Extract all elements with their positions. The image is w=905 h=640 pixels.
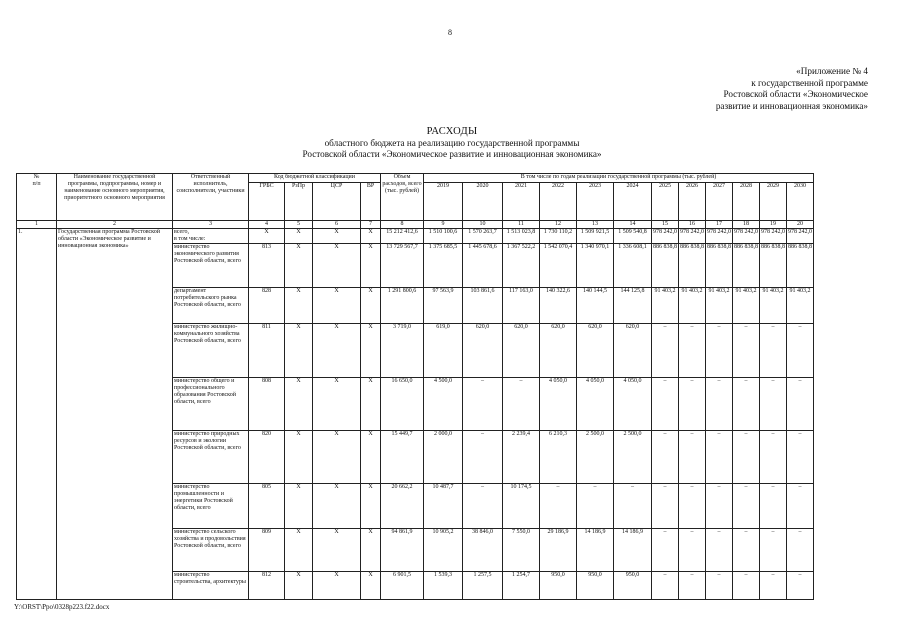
year-amount: – xyxy=(787,571,814,599)
column-number-cell: 18 xyxy=(733,221,760,229)
grbs-cell: 809 xyxy=(249,528,285,571)
year-amount: – xyxy=(760,323,787,377)
total-amount: 94 861,9 xyxy=(381,528,424,571)
year-amount: 1 336 608,1 xyxy=(614,243,652,287)
year-amount: – xyxy=(760,483,787,528)
column-number-cell: 14 xyxy=(614,221,652,229)
year-amount: – xyxy=(463,377,503,430)
year-amount: 950,0 xyxy=(540,571,577,599)
rzpr-cell: X xyxy=(285,243,313,287)
vr-cell: X xyxy=(361,528,381,571)
year-amount: 886 838,8 xyxy=(787,243,814,287)
year-amount: – xyxy=(463,483,503,528)
vr-cell: X xyxy=(361,287,381,323)
total-amount: 13 729 567,7 xyxy=(381,243,424,287)
year-amount: – xyxy=(787,430,814,483)
vr-cell: X xyxy=(361,483,381,528)
program-name: Государственная программа Ростовской области «Экономическое развитие и инновационная экономика» xyxy=(57,229,173,600)
year-amount: 117 163,0 xyxy=(503,287,540,323)
year-amount: 14 186,9 xyxy=(577,528,614,571)
responsible-executor: министерство строительства, архитектуры xyxy=(173,571,249,599)
year-amount: 10 487,7 xyxy=(424,483,463,528)
year-amount: 886 838,8 xyxy=(733,243,760,287)
appendix-header xyxy=(650,66,868,112)
year-amount: 950,0 xyxy=(614,571,652,599)
year-amount: – xyxy=(733,323,760,377)
year-amount: 4 500,0 xyxy=(424,377,463,430)
year-amount: 620,0 xyxy=(503,323,540,377)
year-amount: 978 242,0 xyxy=(679,229,706,244)
grbs-cell: 808 xyxy=(249,377,285,430)
year-amount: – xyxy=(733,377,760,430)
total-amount: 3 719,0 xyxy=(381,323,424,377)
responsible-executor: министерство сельского хозяйства и продовольствия Ростовской области, всего xyxy=(173,528,249,571)
year-amount: – xyxy=(679,571,706,599)
grbs-cell: 805 xyxy=(249,483,285,528)
header-name: Наименование государственной программы, подпрограммы, номер и наименование основного мероприятия, приоритетного основного мероприятия xyxy=(57,174,173,221)
responsible-executor: департамент потребительского рынка Ростовской области, всего xyxy=(173,287,249,323)
year-amount: 91 403,2 xyxy=(733,287,760,323)
header-responsible: Ответственный исполнитель, соисполнители, участники xyxy=(173,174,249,221)
year-amount: 1 510 100,6 xyxy=(424,229,463,244)
year-amount: 620,0 xyxy=(614,323,652,377)
year-amount: 978 242,0 xyxy=(706,229,733,244)
year-amount: 2 000,0 xyxy=(424,430,463,483)
total-amount: 6 901,5 xyxy=(381,571,424,599)
year-amount: 140 322,6 xyxy=(540,287,577,323)
grbs-cell: 813 xyxy=(249,243,285,287)
year-amount: 1 513 023,8 xyxy=(503,229,540,244)
year-amount: 619,0 xyxy=(424,323,463,377)
year-amount: 886 838,8 xyxy=(706,243,733,287)
year-amount: 950,0 xyxy=(577,571,614,599)
year-amount: 620,0 xyxy=(577,323,614,377)
year-amount: – xyxy=(706,377,733,430)
header-num: № п/п xyxy=(17,174,57,221)
vr-cell: X xyxy=(361,243,381,287)
year-amount: 1 367 522,2 xyxy=(503,243,540,287)
year-amount: 1 542 070,4 xyxy=(540,243,577,287)
year-amount: – xyxy=(679,377,706,430)
year-amount: – xyxy=(787,528,814,571)
responsible-executor: министерство общего и профессионального образования Ростовской области, всего xyxy=(173,377,249,430)
year-amount: 1 445 678,6 xyxy=(463,243,503,287)
rzpr-cell: X xyxy=(285,483,313,528)
year-amount: 620,0 xyxy=(540,323,577,377)
responsible-executor: министерство жилищно-коммунального хозяйства Ростовской области, всего xyxy=(173,323,249,377)
column-number-cell: 13 xyxy=(577,221,614,229)
vr-cell: X xyxy=(361,430,381,483)
column-number-cell: 16 xyxy=(679,221,706,229)
year-amount: – xyxy=(706,430,733,483)
year-amount: – xyxy=(652,430,679,483)
year-amount: 1 509 540,8 xyxy=(614,229,652,244)
column-number-cell: 2 xyxy=(57,221,173,229)
total-amount: 15 449,7 xyxy=(381,430,424,483)
total-amount: 1 291 800,6 xyxy=(381,287,424,323)
year-amount: 2 500,0 xyxy=(577,430,614,483)
rzpr-cell: X xyxy=(285,377,313,430)
program-number: 1. xyxy=(17,229,57,600)
csr-cell: X xyxy=(313,483,361,528)
year-amount: – xyxy=(706,483,733,528)
year-amount: 978 242,0 xyxy=(787,229,814,244)
header-total: Объем расходов, всего (тыс. рублей) xyxy=(381,174,424,221)
year-amount: 10 174,5 xyxy=(503,483,540,528)
vr-cell: X xyxy=(361,229,381,244)
grbs-cell: 811 xyxy=(249,323,285,377)
year-amount: 2 500,0 xyxy=(614,430,652,483)
year-amount: – xyxy=(733,430,760,483)
header-budget-code: Код бюджетной классификации xyxy=(249,174,381,183)
year-amount: 91 403,2 xyxy=(787,287,814,323)
year-amount: 103 861,6 xyxy=(463,287,503,323)
year-amount: 91 403,2 xyxy=(706,287,733,323)
year-amount: – xyxy=(733,483,760,528)
year-amount: 978 242,0 xyxy=(760,229,787,244)
year-amount: 144 125,8 xyxy=(614,287,652,323)
year-amount: – xyxy=(760,430,787,483)
csr-cell: X xyxy=(313,430,361,483)
header-csr: ЦСР xyxy=(313,183,361,221)
header-by-years: В том числе по годам реализации государственной программы (тыс. рублей) xyxy=(424,174,814,183)
column-number-cell: 4 xyxy=(249,221,285,229)
responsible-executor: министерство экономического развития Ростовской области, всего xyxy=(173,243,249,287)
header-year: 2027 xyxy=(706,183,733,221)
document-heading xyxy=(230,126,674,160)
file-path-footer: Y:\ORST\Ppo\0328p223.f22.docx xyxy=(14,603,110,611)
year-amount: 886 838,8 xyxy=(652,243,679,287)
rzpr-cell: X xyxy=(285,430,313,483)
year-amount: 29 186,9 xyxy=(540,528,577,571)
rzpr-cell: X xyxy=(285,528,313,571)
year-amount: 140 144,5 xyxy=(577,287,614,323)
column-number-cell: 11 xyxy=(503,221,540,229)
column-number-cell: 15 xyxy=(652,221,679,229)
year-amount: 91 403,2 xyxy=(679,287,706,323)
vr-cell: X xyxy=(361,377,381,430)
year-amount: 4 050,0 xyxy=(577,377,614,430)
year-amount: – xyxy=(760,528,787,571)
year-amount: 97 563,9 xyxy=(424,287,463,323)
year-amount: 1 254,7 xyxy=(503,571,540,599)
year-amount: – xyxy=(679,483,706,528)
column-number-cell: 7 xyxy=(361,221,381,229)
column-number-cell: 10 xyxy=(463,221,503,229)
header-year: 2019 xyxy=(424,183,463,221)
year-amount: – xyxy=(706,323,733,377)
rzpr-cell: X xyxy=(285,287,313,323)
header-year: 2030 xyxy=(787,183,814,221)
appendix-line: развитие и инновационная экономика» xyxy=(715,100,868,111)
vr-cell: X xyxy=(361,323,381,377)
year-amount: 1 730 110,2 xyxy=(540,229,577,244)
csr-cell: X xyxy=(313,377,361,430)
year-amount: 886 838,8 xyxy=(679,243,706,287)
year-amount: – xyxy=(760,377,787,430)
heading-title: РАСХОДЫ xyxy=(426,126,478,137)
rzpr-cell: X xyxy=(285,229,313,244)
column-number-cell: 6 xyxy=(313,221,361,229)
csr-cell: X xyxy=(313,243,361,287)
year-amount: – xyxy=(787,377,814,430)
year-amount: – xyxy=(706,528,733,571)
year-amount: 6 210,3 xyxy=(540,430,577,483)
year-amount: 91 403,2 xyxy=(760,287,787,323)
year-amount: 620,0 xyxy=(463,323,503,377)
year-amount: 886 838,8 xyxy=(760,243,787,287)
year-amount: – xyxy=(787,483,814,528)
csr-cell: X xyxy=(313,571,361,599)
total-amount: 16 650,0 xyxy=(381,377,424,430)
year-amount: – xyxy=(652,377,679,430)
responsible-executor: всего, в том числе: xyxy=(173,229,249,244)
year-amount: 38 846,0 xyxy=(463,528,503,571)
year-amount: – xyxy=(652,323,679,377)
column-number-cell: 12 xyxy=(540,221,577,229)
total-amount: 20 662,2 xyxy=(381,483,424,528)
table-row xyxy=(17,229,814,244)
year-amount: 1 340 970,1 xyxy=(577,243,614,287)
header-vr: ВР xyxy=(361,183,381,221)
header-year: 2026 xyxy=(679,183,706,221)
column-number-cell: 3 xyxy=(173,221,249,229)
column-number-cell: 5 xyxy=(285,221,313,229)
column-number-cell: 17 xyxy=(706,221,733,229)
header-rzpr: РзПр xyxy=(285,183,313,221)
responsible-executor: министерство промышленности и энергетики Ростовской области, всего xyxy=(173,483,249,528)
year-amount: 978 242,0 xyxy=(652,229,679,244)
grbs-cell: 820 xyxy=(249,430,285,483)
year-amount: – xyxy=(652,528,679,571)
column-number-cell: 20 xyxy=(787,221,814,229)
column-number-row xyxy=(17,221,814,229)
year-amount: – xyxy=(540,483,577,528)
year-amount: 91 403,2 xyxy=(652,287,679,323)
year-amount: 14 186,9 xyxy=(614,528,652,571)
header-year: 2025 xyxy=(652,183,679,221)
header-year: 2021 xyxy=(503,183,540,221)
year-amount: 1 570 263,7 xyxy=(463,229,503,244)
header-year: 2022 xyxy=(540,183,577,221)
rzpr-cell: X xyxy=(285,571,313,599)
year-amount: 10 905,2 xyxy=(424,528,463,571)
year-amount: – xyxy=(760,571,787,599)
year-amount: 1 539,3 xyxy=(424,571,463,599)
header-grbs: ГРБС xyxy=(249,183,285,221)
header-year: 2023 xyxy=(577,183,614,221)
year-amount: – xyxy=(733,571,760,599)
heading-subtitle: Ростовской области «Экономическое развитие и инновационная экономика» xyxy=(302,149,602,160)
year-amount: 1 375 685,5 xyxy=(424,243,463,287)
header-year: 2028 xyxy=(733,183,760,221)
year-amount: – xyxy=(679,528,706,571)
year-amount: – xyxy=(577,483,614,528)
grbs-cell: 828 xyxy=(249,287,285,323)
year-amount: – xyxy=(652,483,679,528)
column-number-cell: 1 xyxy=(17,221,57,229)
grbs-cell: X xyxy=(249,229,285,244)
year-amount: – xyxy=(679,323,706,377)
year-amount: 2 239,4 xyxy=(503,430,540,483)
header-year: 2020 xyxy=(463,183,503,221)
rzpr-cell: X xyxy=(285,323,313,377)
header-year: 2029 xyxy=(760,183,787,221)
csr-cell: X xyxy=(313,528,361,571)
header-year: 2024 xyxy=(614,183,652,221)
appendix-line: Ростовской области «Экономическое xyxy=(723,89,868,100)
year-amount: – xyxy=(463,430,503,483)
page-number: 8 xyxy=(448,28,452,37)
appendix-line: к государственной программе xyxy=(751,77,868,88)
year-amount: 4 050,0 xyxy=(614,377,652,430)
budget-table xyxy=(16,173,814,600)
csr-cell: X xyxy=(313,229,361,244)
column-number-cell: 8 xyxy=(381,221,424,229)
responsible-executor: министерство природных ресурсов и экологии Ростовской области, всего xyxy=(173,430,249,483)
column-number-cell: 19 xyxy=(760,221,787,229)
year-amount: – xyxy=(733,528,760,571)
year-amount: – xyxy=(787,323,814,377)
year-amount: – xyxy=(706,571,733,599)
grbs-cell: 812 xyxy=(249,571,285,599)
heading-subtitle: областного бюджета на реализацию государственной программы xyxy=(324,138,580,148)
total-amount: 15 212 412,6 xyxy=(381,229,424,244)
vr-cell: X xyxy=(361,571,381,599)
year-amount: 1 509 921,5 xyxy=(577,229,614,244)
year-amount: 4 050,0 xyxy=(540,377,577,430)
year-amount: – xyxy=(503,377,540,430)
appendix-line: «Приложение № 4 xyxy=(796,66,868,76)
year-amount: – xyxy=(614,483,652,528)
year-amount: 7 550,0 xyxy=(503,528,540,571)
year-amount: 1 257,5 xyxy=(463,571,503,599)
csr-cell: X xyxy=(313,323,361,377)
csr-cell: X xyxy=(313,287,361,323)
year-amount: – xyxy=(679,430,706,483)
year-amount: 978 242,0 xyxy=(733,229,760,244)
year-amount: – xyxy=(652,571,679,599)
column-number-cell: 9 xyxy=(424,221,463,229)
